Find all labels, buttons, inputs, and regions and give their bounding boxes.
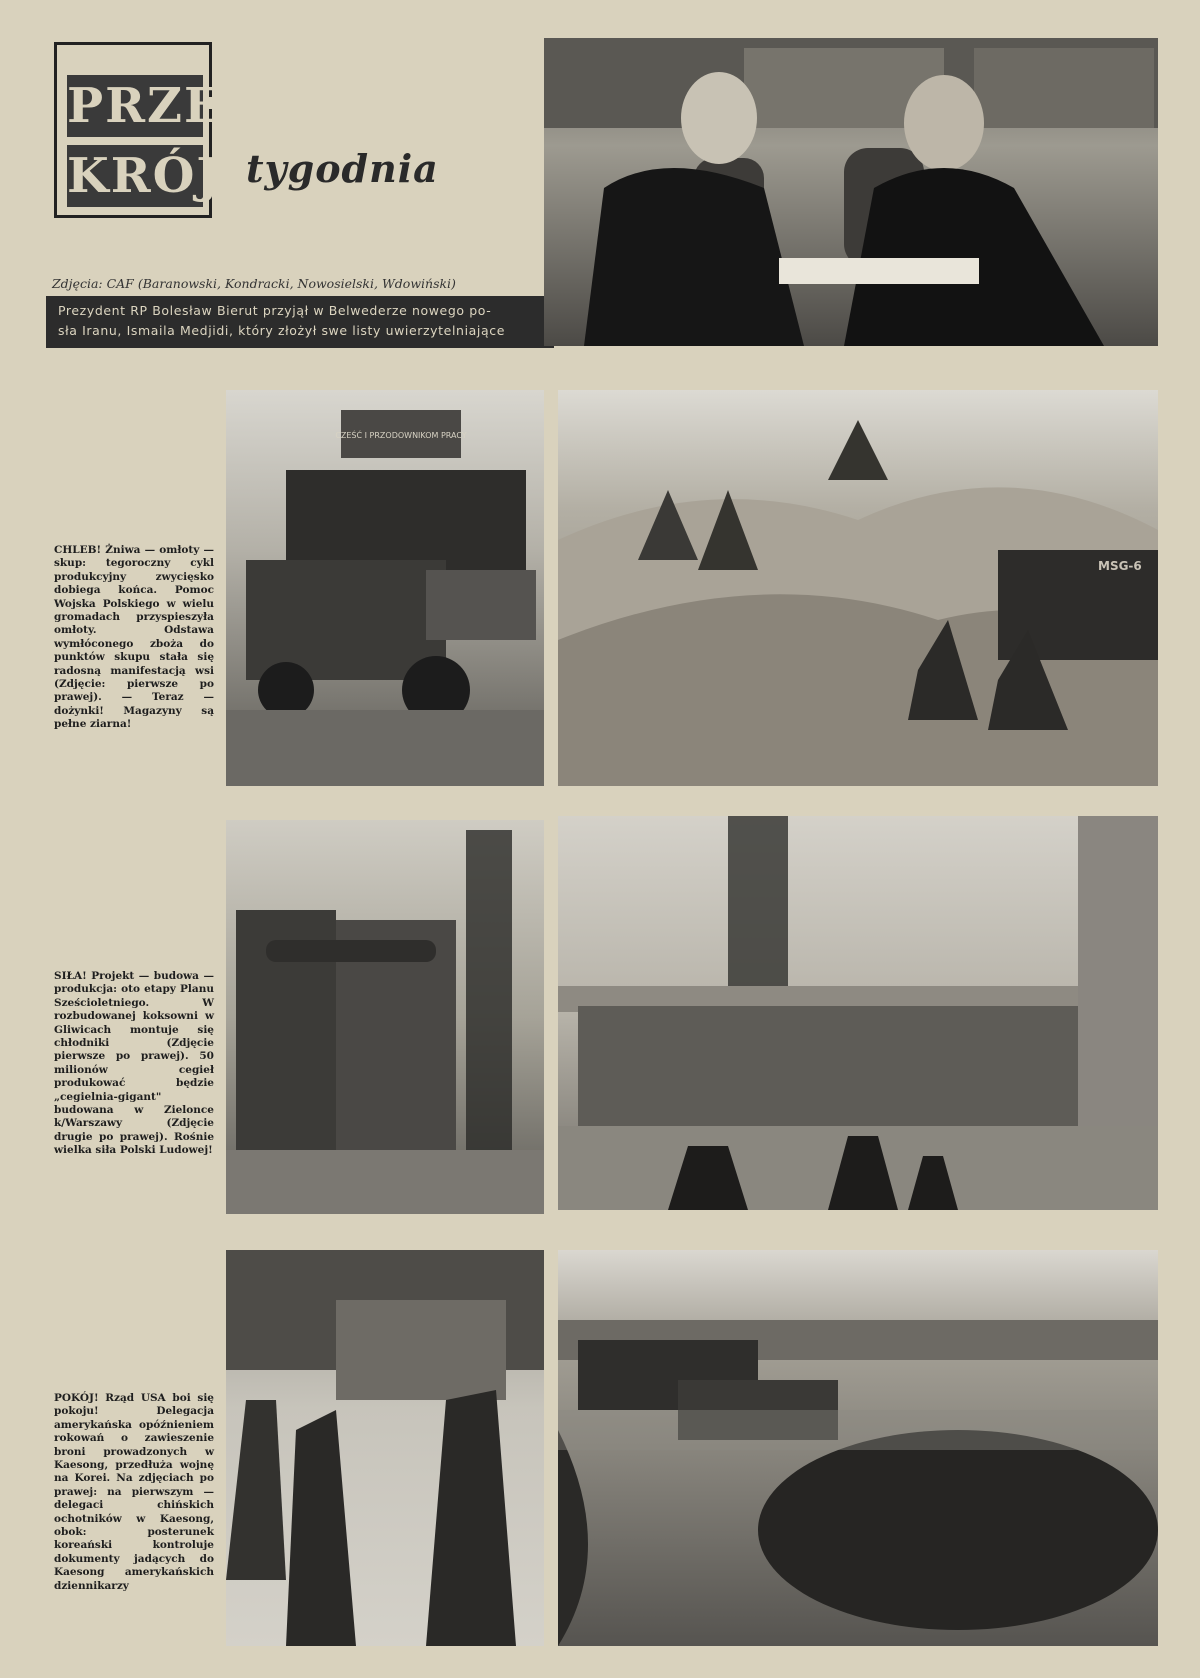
- photo-chinese-volunteers-kaesong: [226, 1250, 544, 1646]
- caption-line-2: sła Iranu, Ismaila Medjidi, który złożył swe listy uwierzytelniające: [58, 323, 505, 338]
- logo-line-2: KRÓJ: [67, 145, 203, 207]
- photo-soldiers-threshing: [558, 390, 1158, 786]
- story-bread-head: CHLEB!: [54, 544, 106, 556]
- story-bread: [54, 544, 214, 732]
- photo-brickworks-construction: [558, 816, 1158, 1210]
- przekroj-logo: [54, 42, 223, 218]
- photo-coking-plant-coolers: [226, 820, 544, 1214]
- photo-ambassador-reception: [544, 38, 1158, 346]
- photo-tractor-harvest-parade: [226, 390, 544, 786]
- logo-line-1: PRZE: [67, 75, 203, 137]
- weekly-word: tygodnia: [246, 146, 439, 191]
- story-bread-text: Żniwa — omłoty — skup: tegoroczny cykl produkcyjny zwycięsko dobiega końca. Pomoc Wojska Polskiego w wielu gromadach przyspieszyła omłoty. Odstawa wymłóconego zboża do punktów skupu stała się radosną manifestacją wsi (Zdjęcie: pierwsze po prawej). — Teraz — dożynki! Magazyny są pełne ziarna!: [54, 544, 214, 731]
- truck-plate-text: MSG-6: [1098, 559, 1142, 573]
- story-peace-text: Rząd USA boi się pokoju! Delegacja amerykańska opóźnieniem rokowań o zawieszenie broni prowadzonych w Kaesong, przedłuża wojnę na Korei. Na zdjęciach po prawej: na pierwszym — delegaci chińskich ochotników w Kaesong, obok: posterunek koreański kontroluje dokumenty jadących do Kaesong amerykańskich dziennikarzy: [54, 1392, 214, 1592]
- tractor-banner-text: CZEŚĆ I PRZODOWNIKOM PRACY: [335, 431, 467, 440]
- story-strength-text: Projekt — budowa — produkcja: oto etapy Planu Sześcioletniego. W rozbudowanej koksowni w Gliwicach montuje się chłodniki (Zdjęcie pierwsze po prawej). 50 milionów cegieł produkować będzie „cegielnia-gigant" budowana w Zielonce k/Warszawy (Zdjęcie drugie po prawej). Rośnie wielka siła Polski Ludowej!: [54, 970, 214, 1157]
- photo-korean-checkpoint-journalists: [558, 1250, 1158, 1646]
- photo-credits: Zdjęcia: CAF (Baranowski, Kondracki, Nowosielski, Wdowiński): [52, 276, 456, 291]
- story-peace: [54, 1392, 214, 1593]
- caption-line-1: Prezydent RP Bolesław Bierut przyjął w Belwederze nowego po-: [58, 303, 492, 318]
- story-strength-head: SIŁA!: [54, 970, 92, 982]
- story-peace-head: POKÓJ!: [54, 1392, 106, 1404]
- story-strength: [54, 970, 214, 1158]
- top-photo-caption: [46, 296, 554, 348]
